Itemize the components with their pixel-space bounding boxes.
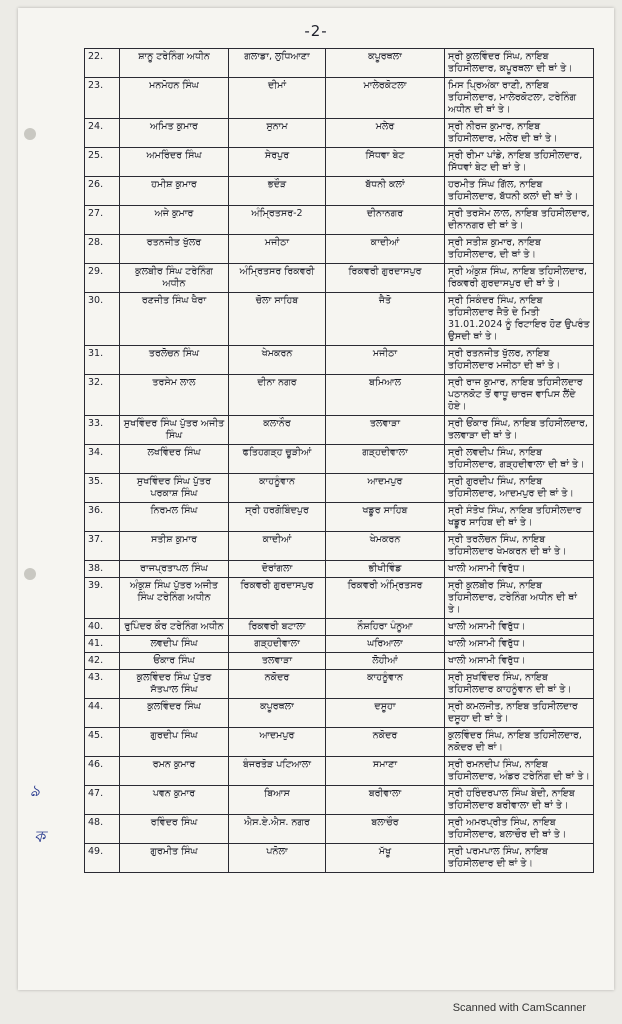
table-row bbox=[85, 636, 594, 653]
officer-name: ਤਰਸੇਮ ਲਾਲ bbox=[120, 375, 229, 416]
officer-name: ਹਮੀਸ਼ ਕੁਮਾਰ bbox=[120, 177, 229, 206]
posted-from: ਦੀਮਾਂ bbox=[229, 78, 326, 119]
remarks: ਸ੍ਰੀ ਰਾਜ ਕੁਮਾਰ, ਨਾਇਬ ਤਹਿਸੀਲਦਾਰ ਪਠਾਨਕੋਟ ਤੋਂ ਵਾਧੂ ਚਾਰਜ ਵਾਪਿਸ ਲੈਂਦੇ ਹੋਏ। bbox=[445, 375, 594, 416]
officer-name: ਰਵਿੰਦਰ ਸਿੰਘ bbox=[120, 815, 229, 844]
remarks: ਸ੍ਰੀ ਗੁਰਦੀਪ ਸਿੰਘ, ਨਾਇਬ ਤਹਿਸੀਲਦਾਰ, ਆਦਮਪੁਰ ਦੀ ਥਾਂ ਤੇ। bbox=[445, 474, 594, 503]
remarks: ਸ੍ਰੀ ਤਰਲੋਚਨ ਸਿੰਘ, ਨਾਇਬ ਤਹਿਸੀਲਦਾਰ ਖੇਮਕਰਨ ਦੀ ਥਾਂ ਤੇ। bbox=[445, 532, 594, 561]
table-row bbox=[85, 653, 594, 670]
officer-name: ਨਿਰਮਲ ਸਿੰਘ bbox=[120, 503, 229, 532]
posted-to: ਸਮਾਣਾ bbox=[326, 757, 445, 786]
officer-name: ਅਮਿਤ ਕੁਮਾਰ bbox=[120, 119, 229, 148]
remarks: ਸ੍ਰੀ ਤਰਸੇਮ ਲਾਲ, ਨਾਇਬ ਤਹਿਸੀਲਦਾਰ, ਦੀਨਾਨਗਰ ਦੀ ਥਾਂ ਤੇ। bbox=[445, 206, 594, 235]
serial-number: 38. bbox=[85, 561, 120, 578]
posted-to: ਆਦਮਪੁਰ bbox=[326, 474, 445, 503]
posted-from: ਸ੍ਰੀ ਹਰਗੋਬਿੰਦਪੁਰ bbox=[229, 503, 326, 532]
remarks: ਸ੍ਰੀ ਰਮਨਦੀਪ ਸਿੰਘ, ਨਾਇਬ ਤਹਿਸੀਲਦਾਰ, ਅੰਡਰ ਟਰੇਨਿੰਗ ਦੀ ਥਾਂ ਤੇ। bbox=[445, 757, 594, 786]
remarks: ਮਿਸ ਪ੍ਰਿਅੰਕਾ ਰਾਣੀ, ਨਾਇਬ ਤਹਿਸੀਲਦਾਰ, ਮਾਲੇਰਕੋਟਲਾ, ਟਰੇਨਿੰਗ ਅਧੀਨ ਦੀ ਥਾਂ ਤੇ। bbox=[445, 78, 594, 119]
officer-name: ਰਮਨ ਕੁਮਾਰ bbox=[120, 757, 229, 786]
table-row bbox=[85, 815, 594, 844]
remarks: ਸ੍ਰੀ ਸਿਕੰਦਰ ਸਿੰਘ, ਨਾਇਬ ਤਹਿਸੀਲਦਾਰ ਜੈਤੋ ਦੇ ਮਿਤੀ 31.01.2024 ਨੂੰ ਰਿਟਾਇਰ ਹੋਣ ਉਪਰੰਤ ਉਸਦੀ ਥਾਂ ਤੇ। bbox=[445, 293, 594, 346]
serial-number: 30. bbox=[85, 293, 120, 346]
posted-from: ਨਕੋਦਰ bbox=[229, 670, 326, 699]
posted-to: ਭੀਖੀਵਿੰਡ bbox=[326, 561, 445, 578]
table-row bbox=[85, 346, 594, 375]
serial-number: 46. bbox=[85, 757, 120, 786]
page-number: -2- bbox=[304, 22, 328, 40]
posted-to: ਗੜ੍ਹਦੀਵਾਲਾ bbox=[326, 445, 445, 474]
posted-to: ਖੇਮਕਰਨ bbox=[326, 532, 445, 561]
serial-number: 49. bbox=[85, 844, 120, 873]
table-row bbox=[85, 844, 594, 873]
serial-number: 44. bbox=[85, 699, 120, 728]
officer-name: ਲਵਦੀਪ ਸਿੰਘ bbox=[120, 636, 229, 653]
remarks: ਖਾਲੀ ਅਸਾਮੀ ਵਿਰੁੱਧ। bbox=[445, 561, 594, 578]
table-row bbox=[85, 119, 594, 148]
posted-to: ਬਮਿਆਲ bbox=[326, 375, 445, 416]
posted-from: ਕਾਦੀਆਂ bbox=[229, 532, 326, 561]
posted-from: ਗਲਾਡਾ, ਲੁਧਿਆਣਾ bbox=[229, 49, 326, 78]
posted-from: ਅੰਮ੍ਰਿਤਸਰ ਰਿਕਵਰੀ bbox=[229, 264, 326, 293]
table-row bbox=[85, 445, 594, 474]
remarks: ਸ੍ਰੀ ਨੀਰਜ ਕੁਮਾਰ, ਨਾਇਬ ਤਹਿਸੀਲਦਾਰ, ਮਲੇਰ ਦੀ ਥਾਂ ਤੇ। bbox=[445, 119, 594, 148]
posted-from: ਸੇਰਪੁਰ bbox=[229, 148, 326, 177]
remarks: ਸ੍ਰੀ ਸਤੀਸ਼ ਕੁਮਾਰ, ਨਾਇਬ ਤਹਿਸੀਲਦਾਰ, ਦੀ ਥਾਂ ਤੇ। bbox=[445, 235, 594, 264]
officer-name: ਗੁਰਮੀਤ ਸਿੰਘ bbox=[120, 844, 229, 873]
posted-from: ਦੋਰਾਂਗਲਾ bbox=[229, 561, 326, 578]
table-row bbox=[85, 78, 594, 119]
remarks: ਸ੍ਰੀ ਰਤਨਜੀਤ ਖੁੱਲਰ, ਨਾਇਬ ਤਹਿਸੀਲਦਾਰ ਮਜੀਠਾ ਦੀ ਥਾਂ ਤੇ। bbox=[445, 346, 594, 375]
serial-number: 41. bbox=[85, 636, 120, 653]
remarks: ਸ੍ਰੀ ਕੁਲਬੀਰ ਸਿੰਘ, ਨਾਇਬ ਤਹਿਸੀਲਦਾਰ, ਟਰੇਨਿੰਗ ਅਧੀਨ ਦੀ ਥਾਂ ਤੇ। bbox=[445, 578, 594, 619]
officer-name: ਰਤਨਜੀਤ ਖੁੱਲਰ bbox=[120, 235, 229, 264]
officer-name: ਅੰਕੁਸ਼ ਸਿੰਘ ਪੁੱਤਰ ਅਜੀਤ ਸਿੰਘ ਟਰੇਨਿੰਗ ਅਧੀਨ bbox=[120, 578, 229, 619]
table-row bbox=[85, 49, 594, 78]
posted-from: ਫਤਿਹਗੜ੍ਹ ਚੂੜੀਆਂ bbox=[229, 445, 326, 474]
table-row bbox=[85, 619, 594, 636]
posted-from: ਸੁਨਾਮ bbox=[229, 119, 326, 148]
serial-number: 33. bbox=[85, 416, 120, 445]
posted-to: ਬਲਾਚੌਰ bbox=[326, 815, 445, 844]
posted-to: ਖਡੂਰ ਸਾਹਿਬ bbox=[326, 503, 445, 532]
serial-number: 22. bbox=[85, 49, 120, 78]
posted-to: ਕਪੂਰਥਲਾ bbox=[326, 49, 445, 78]
serial-number: 34. bbox=[85, 445, 120, 474]
serial-number: 25. bbox=[85, 148, 120, 177]
posted-from: ਰਿਕਵਰੀ ਗੁਰਦਾਸਪੁਰ bbox=[229, 578, 326, 619]
officer-name: ਲਖਵਿੰਦਰ ਸਿੰਘ bbox=[120, 445, 229, 474]
remarks: ਸ੍ਰੀ ਕਮਲਜੀਤ, ਨਾਇਬ ਤਹਿਸੀਲਦਾਰ ਦਸੂਹਾ ਦੀ ਥਾਂ ਤੇ। bbox=[445, 699, 594, 728]
posted-from: ਬੰਜਰਤੋੜ ਪਟਿਆਲਾ bbox=[229, 757, 326, 786]
posted-to: ਸਿੱਧਵਾ ਬੇਟ bbox=[326, 148, 445, 177]
remarks: ਸ੍ਰੀ ਓਂਕਾਰ ਸਿੰਘ, ਨਾਇਬ ਤਹਿਸੀਲਦਾਰ, ਤਲਵਾੜਾ ਦੀ ਥਾਂ ਤੇ। bbox=[445, 416, 594, 445]
table-row bbox=[85, 561, 594, 578]
serial-number: 32. bbox=[85, 375, 120, 416]
serial-number: 39. bbox=[85, 578, 120, 619]
remarks: ਖਾਲੀ ਅਸਾਮੀ ਵਿਰੁੱਧ। bbox=[445, 619, 594, 636]
remarks: ਸ੍ਰੀ ਸੁਖਵਿੰਦਰ ਸਿੰਘ, ਨਾਇਬ ਤਹਿਸੀਲਦਾਰ ਕਾਹਨੂੰਵਾਨ ਦੀ ਥਾਂ ਤੇ। bbox=[445, 670, 594, 699]
scanner-watermark: Scanned with CamScanner bbox=[452, 1002, 586, 1014]
remarks: ਸ੍ਰੀ ਅੰਕੁਸ਼ ਸਿੰਘ, ਨਾਇਬ ਤਹਿਸੀਲਦਾਰ, ਰਿਕਵਰੀ ਗੁਰਦਾਸਪੁਰ ਦੀ ਥਾਂ ਤੇ। bbox=[445, 264, 594, 293]
posted-to: ਮੱਖੂ bbox=[326, 844, 445, 873]
posted-to: ਬੱਧਨੀ ਕਲਾਂ bbox=[326, 177, 445, 206]
remarks: ਖਾਲੀ ਅਸਾਮੀ ਵਿਰੁੱਧ। bbox=[445, 636, 594, 653]
officer-name: ਕੁਲਵਿੰਦਰ ਸਿੰਘ bbox=[120, 699, 229, 728]
posted-to: ਤਲਵਾੜਾ bbox=[326, 416, 445, 445]
margin-handwritten-mark: ক bbox=[34, 827, 46, 846]
posted-to: ਬਰੀਵਾਲਾ bbox=[326, 786, 445, 815]
posted-to: ਰਿਕਵਰੀ ਅੰਮ੍ਰਿਤਸਰ bbox=[326, 578, 445, 619]
posted-to: ਲੋਹੀਆਂ bbox=[326, 653, 445, 670]
serial-number: 24. bbox=[85, 119, 120, 148]
punch-hole bbox=[24, 568, 36, 580]
transfer-table bbox=[84, 48, 594, 873]
officer-name: ਸ਼ਾਨੂ ਟਰੇਨਿੰਗ ਅਧੀਨ bbox=[120, 49, 229, 78]
remarks: ਖਾਲੀ ਅਸਾਮੀ ਵਿਰੁੱਧ। bbox=[445, 653, 594, 670]
table-row bbox=[85, 532, 594, 561]
posted-to: ਨਕੋਦਰ bbox=[326, 728, 445, 757]
remarks: ਸ੍ਰੀ ਅਮਰਪ੍ਰੀਤ ਸਿੰਘ, ਨਾਇਬ ਤਹਿਸੀਲਦਾਰ, ਬਲਾਚੌਰ ਦੀ ਥਾਂ ਤੇ। bbox=[445, 815, 594, 844]
officer-name: ਰੁਪਿੰਦਰ ਕੌਰ ਟਰੇਨਿੰਗ ਅਧੀਨ bbox=[120, 619, 229, 636]
posted-from: ਚੋਲਾ ਸਾਹਿਬ bbox=[229, 293, 326, 346]
table-row bbox=[85, 757, 594, 786]
posted-from: ਗੜ੍ਹਦੀਵਾਲਾ bbox=[229, 636, 326, 653]
table-row bbox=[85, 235, 594, 264]
serial-number: 36. bbox=[85, 503, 120, 532]
officer-name: ਰਾਜਪ੍ਰਤਾਪਲ ਸਿੰਘ bbox=[120, 561, 229, 578]
remarks: ਸ੍ਰੀ ਕੁਲਵਿੰਦਰ ਸਿੰਘ, ਨਾਇਬ ਤਹਿਸੀਲਦਾਰ, ਕਪੂਰਥਲਾ ਦੀ ਥਾਂ ਤੇ। bbox=[445, 49, 594, 78]
serial-number: 29. bbox=[85, 264, 120, 293]
remarks: ਹਰਮੀਤ ਸਿੰਘ ਗਿੱਲ, ਨਾਇਬ ਤਹਿਸੀਲਦਾਰ, ਬੱਧਨੀ ਕਲਾਂ ਦੀ ਥਾਂ ਤੇ। bbox=[445, 177, 594, 206]
officer-name: ਸੁਖਵਿੰਦਰ ਸਿੰਘ ਪੁੱਤਰ ਅਜੀਤ ਸਿੰਘ bbox=[120, 416, 229, 445]
officer-name: ਕੁਲਵਿੰਦਰ ਸਿੰਘ ਪੁੱਤਰ ਸੱਤਪਾਲ ਸਿੰਘ bbox=[120, 670, 229, 699]
posted-to: ਮਜੀਠਾ bbox=[326, 346, 445, 375]
posted-from: ਐਸ.ਏ.ਐਸ. ਨਗਰ bbox=[229, 815, 326, 844]
serial-number: 45. bbox=[85, 728, 120, 757]
posted-from: ਖੇਮਕਰਨ bbox=[229, 346, 326, 375]
posted-to: ਮਲੇਰ bbox=[326, 119, 445, 148]
remarks: ਸ੍ਰੀ ਸੰਤੋਖ ਸਿੰਘ, ਨਾਇਬ ਤਹਿਸੀਲਦਾਰ ਖਡੂਰ ਸਾਹਿਬ ਦੀ ਥਾਂ ਤੇ। bbox=[445, 503, 594, 532]
table-row bbox=[85, 206, 594, 235]
officer-name: ਅਜੇ ਕੁਮਾਰ bbox=[120, 206, 229, 235]
serial-number: 27. bbox=[85, 206, 120, 235]
serial-number: 37. bbox=[85, 532, 120, 561]
posted-from: ਮਜੀਠਾ bbox=[229, 235, 326, 264]
officer-name: ਰਣਜੀਤ ਸਿੰਘ ਖੈਰਾ bbox=[120, 293, 229, 346]
remarks: ਸ੍ਰੀ ਲਵਦੀਪ ਸਿੰਘ, ਨਾਇਬ ਤਹਿਸੀਲਦਾਰ, ਗੜ੍ਹਦੀਵਾਲਾ ਦੀ ਥਾਂ ਤੇ। bbox=[445, 445, 594, 474]
table-row bbox=[85, 728, 594, 757]
posted-to: ਮਾਲੇਰਕੋਟਲਾ bbox=[326, 78, 445, 119]
officer-name: ਅਮਰਿੰਦਰ ਸਿੰਘ bbox=[120, 148, 229, 177]
officer-name: ਤਰਲੋਚਨ ਸਿੰਘ bbox=[120, 346, 229, 375]
remarks: ਸ੍ਰੀ ਰੀਮਾ ਪਾਂਡੇ, ਨਾਇਬ ਤਹਿਸੀਲਦਾਰ, ਸਿੱਧਵਾਂ ਬੇਟ ਦੀ ਥਾਂ ਤੇ। bbox=[445, 148, 594, 177]
table-row bbox=[85, 699, 594, 728]
posted-to: ਜੈਤੋ bbox=[326, 293, 445, 346]
table-row bbox=[85, 786, 594, 815]
posted-to: ਕਾਦੀਆਂ bbox=[326, 235, 445, 264]
officer-name: ਸਤੀਸ਼ ਕੁਮਾਰ bbox=[120, 532, 229, 561]
punch-hole bbox=[24, 128, 36, 140]
posted-to: ਦਸੂਹਾ bbox=[326, 699, 445, 728]
officer-name: ਪਵਨ ਕੁਮਾਰ bbox=[120, 786, 229, 815]
serial-number: 43. bbox=[85, 670, 120, 699]
serial-number: 42. bbox=[85, 653, 120, 670]
table-row bbox=[85, 264, 594, 293]
posted-from: ਕਪੂਰਥਲਾ bbox=[229, 699, 326, 728]
officer-name: ਕੁਲਬੀਰ ਸਿੰਘ ਟਰੇਨਿੰਗ ਅਧੀਨ bbox=[120, 264, 229, 293]
posted-from: ਕਾਹਨੂੰਵਾਨ bbox=[229, 474, 326, 503]
posted-from: ਪਨੋਲਾ bbox=[229, 844, 326, 873]
table-row bbox=[85, 474, 594, 503]
serial-number: 47. bbox=[85, 786, 120, 815]
serial-number: 31. bbox=[85, 346, 120, 375]
officer-name: ਮਨਮੋਹਨ ਸਿੰਘ bbox=[120, 78, 229, 119]
remarks: ਸ੍ਰੀ ਪਰਮਪਾਲ ਸਿੰਘ, ਨਾਇਬ ਤਹਿਸੀਲਦਾਰ ਦੀ ਥਾਂ ਤੇ। bbox=[445, 844, 594, 873]
officer-name: ਗੁਰਦੀਪ ਸਿੰਘ bbox=[120, 728, 229, 757]
officer-name: ਓਂਕਾਰ ਸਿੰਘ bbox=[120, 653, 229, 670]
serial-number: 28. bbox=[85, 235, 120, 264]
remarks: ਕੁਲਵਿੰਦਰ ਸਿੰਘ, ਨਾਇਬ ਤਹਿਸੀਲਦਾਰ, ਨਕੋਦਰ ਦੀ ਥਾਂ। bbox=[445, 728, 594, 757]
serial-number: 35. bbox=[85, 474, 120, 503]
table-row bbox=[85, 670, 594, 699]
posted-from: ਅੰਮ੍ਰਿਤਸਰ-2 bbox=[229, 206, 326, 235]
margin-handwritten-mark: ঌ bbox=[30, 781, 40, 800]
posted-from: ਆਦਮਪੁਰ bbox=[229, 728, 326, 757]
posted-from: ਤਲਵਾੜਾ bbox=[229, 653, 326, 670]
table-row bbox=[85, 416, 594, 445]
table-row bbox=[85, 148, 594, 177]
table-row bbox=[85, 293, 594, 346]
serial-number: 40. bbox=[85, 619, 120, 636]
serial-number: 23. bbox=[85, 78, 120, 119]
posted-from: ਭਦੌੜ bbox=[229, 177, 326, 206]
posted-to: ਰਿਕਵਰੀ ਗੁਰਦਾਸਪੁਰ bbox=[326, 264, 445, 293]
posted-from: ਬਿਆਸ bbox=[229, 786, 326, 815]
table-row bbox=[85, 375, 594, 416]
posted-to: ਘਰਿਆਲਾ bbox=[326, 636, 445, 653]
posted-from: ਦੀਨਾ ਨਗਰ bbox=[229, 375, 326, 416]
serial-number: 26. bbox=[85, 177, 120, 206]
transfer-table-body bbox=[85, 49, 594, 873]
table-row bbox=[85, 503, 594, 532]
posted-from: ਕਲਾਨੌਰ bbox=[229, 416, 326, 445]
posted-to: ਨੌਸ਼ਹਿਰਾ ਪੰਨੂਆ bbox=[326, 619, 445, 636]
posted-to: ਕਾਹਨੂੰਵਾਨ bbox=[326, 670, 445, 699]
posted-from: ਰਿਕਵਰੀ ਬਟਾਲਾ bbox=[229, 619, 326, 636]
remarks: ਸ੍ਰੀ ਹਰਿੰਦਰਪਾਲ ਸਿੰਘ ਬੇਦੀ, ਨਾਇਬ ਤਹਿਸੀਲਦਾਰ ਬਰੀਵਾਲਾ ਦੀ ਥਾਂ ਤੇ। bbox=[445, 786, 594, 815]
table-row bbox=[85, 578, 594, 619]
table-row bbox=[85, 177, 594, 206]
posted-to: ਦੀਨਾਨਗਰ bbox=[326, 206, 445, 235]
officer-name: ਸੁਖਵਿੰਦਰ ਸਿੰਘ ਪੁੱਤਰ ਪਰਕਾਸ਼ ਸਿੰਘ bbox=[120, 474, 229, 503]
serial-number: 48. bbox=[85, 815, 120, 844]
